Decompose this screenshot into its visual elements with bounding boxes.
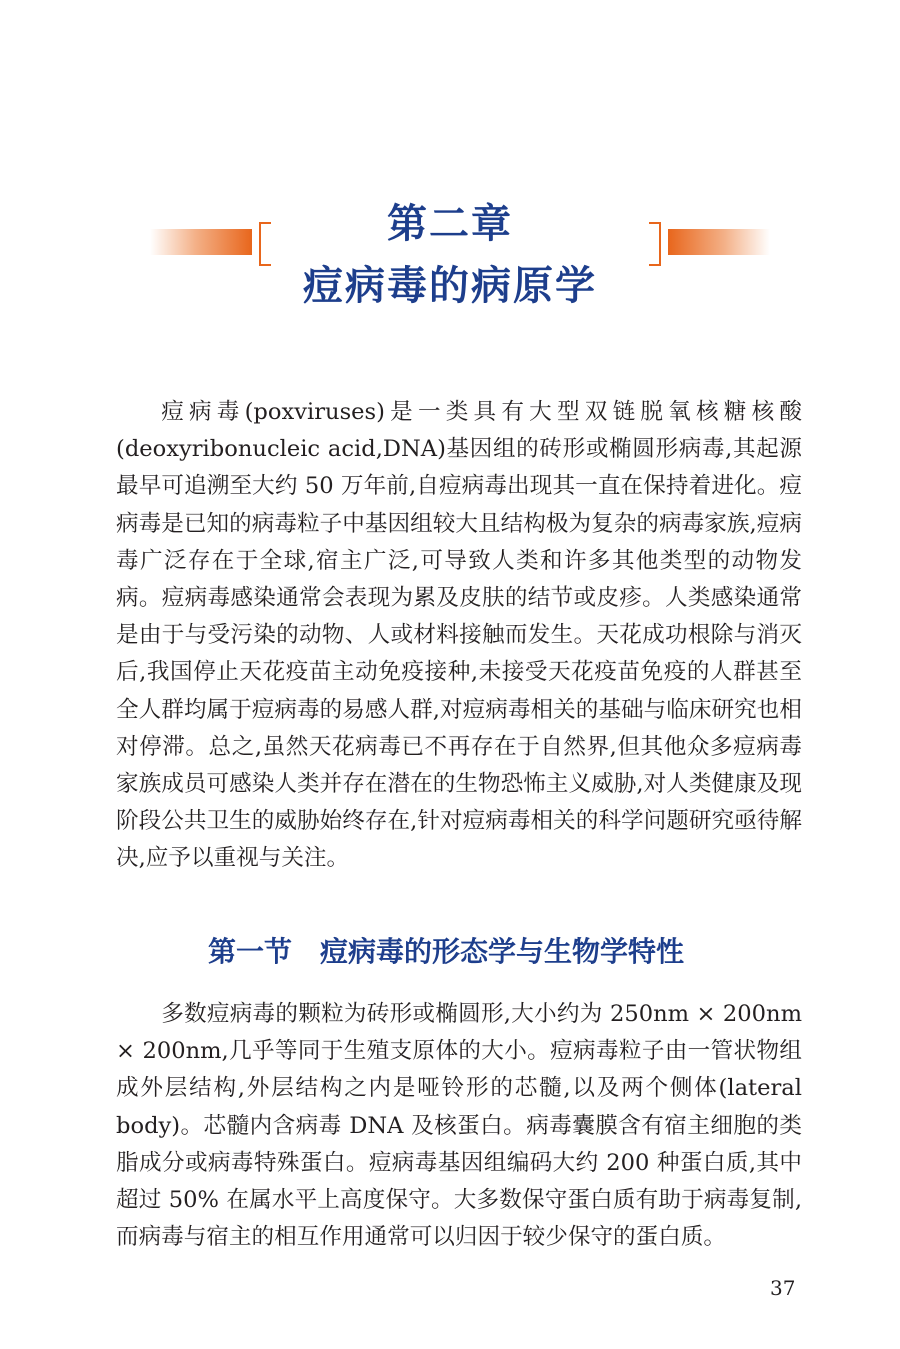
- intro-paragraph: 痘病毒(poxviruses)是一类具有大型双链脱氧核糖核酸(deoxyribonucleic acid,DNA)基因组的砖形或椭圆形病毒,其起源最早可追溯至大约 50 万年前,自痘病毒出现其一直在保持着进化。痘病毒是已知的病毒粒子中基因组较大且结构极为复杂的病毒家族,痘病毒广泛存在于全球,宿主广泛,可导致人类和许多其他类型的动物发病。痘病毒感染通常会表现为累及皮肤的结节或皮疹。人类感染通常是由于与受污染的动物、人或材料接触而发生。天花成功根除与消灭后,我国停止天花疫苗主动免疫接种,未接受天花疫苗免疫的人群甚至全人群均属于痘病毒的易感人群,对痘病毒相关的基础与临床研究也相对停滞。总之,虽然天花病毒已不再存在于自然界,但其他众多痘病毒家族成员可感染人类并存在潜在的生物恐怖主义威胁,对人类健康及现阶段公共卫生的威胁始终存在,针对痘病毒相关的科学问题研究亟待解决,应予以重视与关注。: [116, 399, 802, 872]
- section-paragraph: 多数痘病毒的颗粒为砖形或椭圆形,大小约为 250nm × 200nm × 200nm,几乎等同于生殖支原体的大小。痘病毒粒子由一管状物组成外层结构,外层结构之内是哑铃形的芯髓,以及两个侧体(lateral body)。芯髓内含病毒 DNA 及核蛋白。病毒囊膜含有宿主细胞的类脂成分或病毒特殊蛋白。痘病毒基因组编码大约 200 种蛋白质,其中超过 50% 在属水平上高度保守。大多数保守蛋白质有助于病毒复制,而病毒与宿主的相互作用通常可以归因于较少保守的蛋白质。: [116, 1001, 802, 1251]
- chapter-number: 第二章: [387, 200, 513, 247]
- page-number: 37: [770, 1276, 796, 1300]
- section-title: 第一节 痘病毒的形态学与生物学特性: [208, 935, 685, 968]
- chapter-title: 痘病毒的病原学: [303, 262, 597, 309]
